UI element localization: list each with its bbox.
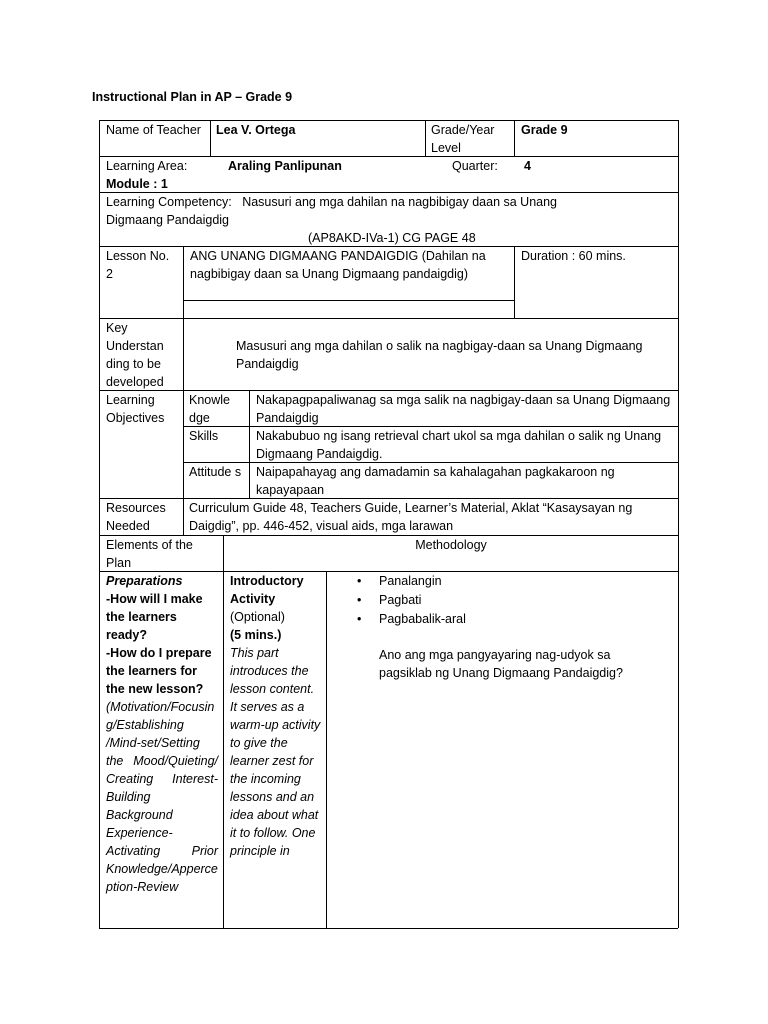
preparations-cell (106, 572, 218, 894)
preparations-question-1: -How will I make the learners ready? (106, 592, 203, 642)
list-item: • Panalangin (354, 572, 664, 591)
activity-bullet-list (354, 572, 664, 629)
competency-cell (106, 193, 676, 247)
attitudes-text: Naipapahayag ang damadamin sa kahalagahan pagkakaroon ng kapayapaan (256, 465, 615, 497)
list-item: • Pagbabalik-aral (354, 610, 664, 629)
quarter-label: Quarter: (452, 159, 498, 173)
competency-text-line1: Nasusuri ang mga dahilan na nagbibigay daan sa Unang (242, 195, 558, 209)
intro-title: Introductory Activity (230, 574, 304, 606)
preparations-question-2: -How do I prepare the learners for the new lesson? (106, 646, 212, 696)
competency-label: Learning Competency: (106, 195, 232, 209)
intro-optional: (Optional) (230, 610, 285, 624)
methodology-header: Methodology (415, 538, 487, 552)
lesson-title: ANG UNANG DIGMAANG PANDAIGDIG (Dahilan na nagbibigay daan sa Unang Digmaang pandaigdig) (190, 249, 486, 281)
skills-label: Skills (189, 429, 219, 443)
activity-cell (354, 572, 664, 682)
page-title: Instructional Plan in AP – Grade 9 (92, 90, 293, 104)
intro-time: (5 mins.) (230, 628, 282, 642)
preparations-notes: (Motivation/Focusing/Establishing /Mind-set/Setting the Mood/Quieting/ Creating Interest-Building Background Experience- Activating Prior Knowledge/Apperception-Review (106, 700, 218, 894)
list-item: • Pagbati (354, 591, 664, 610)
grade-value: Grade 9 (521, 123, 568, 137)
introductory-cell (230, 572, 322, 927)
activity-question: Ano ang mga pangyayaring nag-udyok sa pagsiklab ng Unang Digmaang Pandaigdig? (379, 648, 623, 680)
preparations-heading: Preparations (106, 574, 183, 588)
lesson-number: Lesson No. 2 (106, 249, 170, 281)
key-understanding-label: Key Understan ding to be developed (106, 321, 164, 389)
learning-area-label: Learning Area: (106, 159, 188, 173)
objectives-label: Learning Objectives (106, 393, 165, 425)
key-understanding-text: Masusuri ang mga dahilan o salik na nagbigay-daan sa Unang Digmaang Pandaigdig (236, 339, 643, 371)
resources-text: Curriculum Guide 48, Teachers Guide, Learner’s Material, Aklat “Kasaysayan ng Daigdig”, pp. 446-452, visual aids, mga larawan (189, 501, 633, 533)
teacher-label: Name of Teacher (106, 123, 201, 137)
knowledge-text: Nakapagpapaliwanag sa mga salik na nagbigay-daan sa Unang Digmaang Pandaigdig (256, 393, 671, 425)
learning-area-value: Araling Panlipunan (228, 159, 342, 173)
teacher-name: Lea V. Ortega (216, 123, 296, 137)
attitudes-label: Attitude s (189, 465, 242, 479)
grade-label: Grade/Year Level (431, 123, 495, 155)
knowledge-label: Knowle dge (189, 393, 230, 425)
quarter-value: 4 (524, 159, 531, 173)
lesson-duration: Duration : 60 mins. (521, 249, 626, 263)
elements-label: Elements of the Plan (106, 538, 193, 570)
intro-description: This part introduces the lesson content. It serves as a warm-up activity to give the learner zest for the incoming lessons and an idea about what it to follow. One principle in (230, 646, 321, 858)
skills-text: Nakabubuo ng isang retrieval chart ukol sa mga dahilan o salik ng Unang Digmaang Pandaigdig. (256, 429, 662, 461)
resources-label: Resources Needed (106, 501, 166, 533)
module-label: Module : 1 (106, 177, 168, 191)
competency-code: (AP8AKD-IVa-1) CG PAGE 48 (308, 231, 476, 245)
competency-text-line2: Digmaang Pandaigdig (106, 213, 230, 227)
